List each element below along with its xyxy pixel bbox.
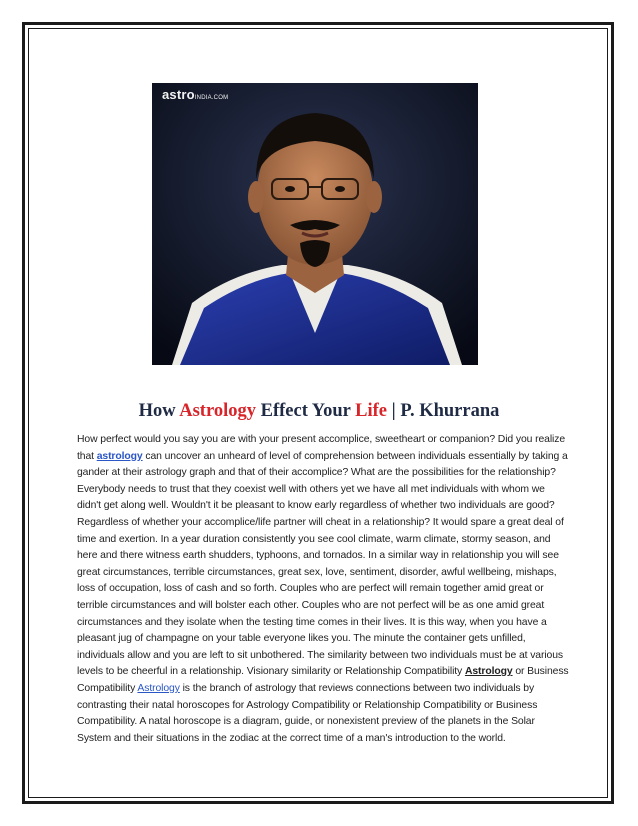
body-text-segment-1: How perfect would you say you are with your present accomplice, sweetheart or companion? Did you realize that	[77, 434, 566, 462]
article-title	[0, 401, 638, 422]
watermark-sub-text: INDIA.COM	[194, 95, 229, 101]
astrology-link-3[interactable]: Astrology	[137, 682, 180, 694]
title-keyword-astrology: Astrology	[179, 401, 256, 421]
astrology-link-2[interactable]: Astrology	[464, 666, 513, 678]
watermark-main-text: astro	[162, 87, 195, 102]
title-keyword-life: Life	[355, 401, 388, 421]
photo-watermark	[162, 87, 228, 102]
body-text-segment-4: is the branch of astrology that reviews connections between two individuals by contrasting their natal horoscopes for Astrology Compatibility or Relationship Compatibility or Business Compatibility. A natal horoscope is a diagram, guide, or nonexistent preview of the planets in the Solar System and their situations in the zodiac at the correct time of a man's introduction to the world.	[77, 682, 538, 744]
body-text-segment-2: can uncover an unheard of level of comprehension between individuals essentially by taking a gander at their astrology graph and that of their accomplice? What are the possibilities for the relationship? Everybody needs to trust that they coexist well with others yet we have all met individuals with whom we didn't get along well. Wouldn't it be pleasant to know early regardless of whether two individuals are good? Regardless of whether your accomplice/life partner will cheat in a relationship? It would spare a great deal of time and exertion. In a year duration consistently you see cool climate, warm climate, stormy season, and here and there witness earth shudders, typhoons, and tornados. In a similar way in relationship you will see great circumstances, terrible circumstances, great sex, love, sentiment, disorder, awful wellbeing, mishaps, loss of occupation, loss of cash and so forth. Couples who are perfect will remain together amid great or terrible circumstances and will bolster each other. Couples who are not perfect will be as one amid great circumstances and they isolate when the testing time comes in their lives. It is this way, when you have a pleasant jug of champagne on your table everyone likes you. The minute the container gets unfilled, individuals allow and you are left to sit unbothered. The similarity between two individuals must be at various levels to be cheerful in a relationship. Visionary similarity or Relationship Compatibility	[77, 450, 568, 678]
title-author: | P. Khurrana	[387, 401, 500, 421]
title-part-3: Effect Your	[255, 401, 356, 421]
portrait-illustration	[152, 83, 478, 365]
astrology-link-1[interactable]: astrology	[96, 450, 143, 462]
author-photo	[152, 83, 478, 365]
article-body	[77, 432, 569, 747]
body-text-segment-3: or Business Compatibility	[77, 666, 569, 694]
title-part-1: How	[138, 401, 180, 421]
